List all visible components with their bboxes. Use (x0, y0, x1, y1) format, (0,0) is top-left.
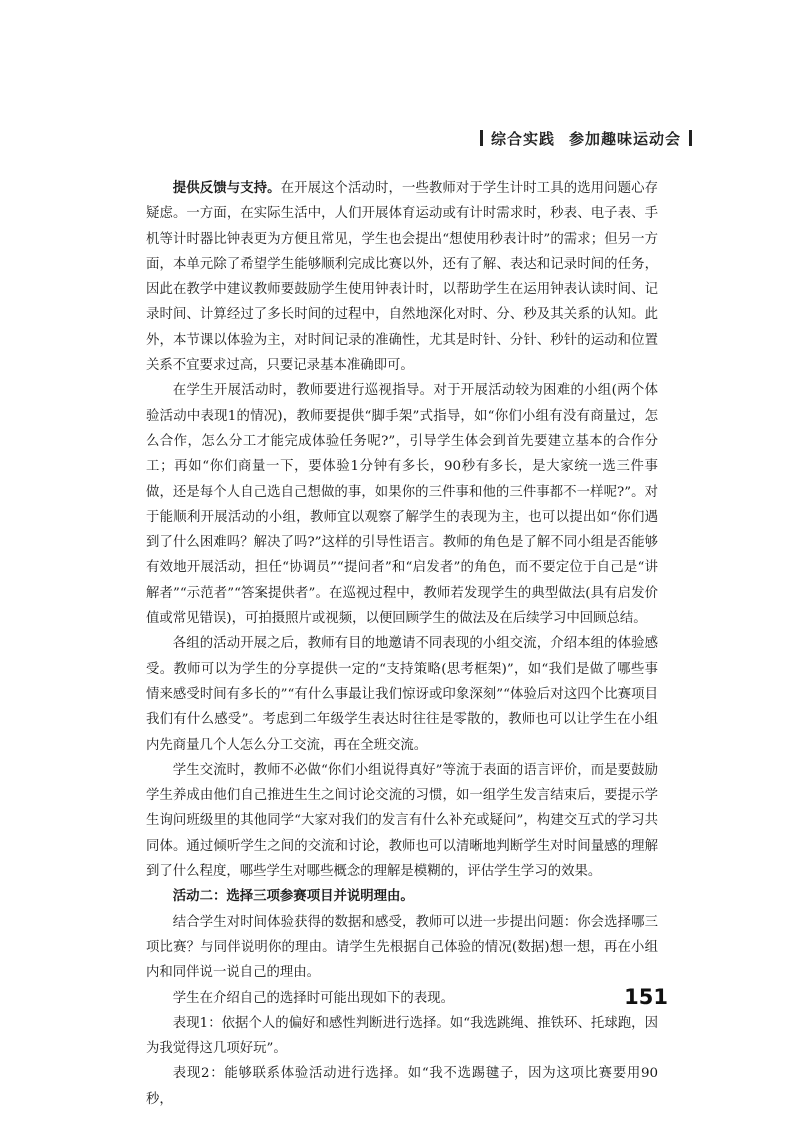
paragraph (146, 176, 658, 378)
paragraph (146, 910, 658, 986)
paragraph (146, 378, 658, 631)
header-section: 综合实践 (490, 130, 555, 148)
activity-heading (146, 884, 658, 909)
paragraph-text: 表现2：能够联系体验活动进行选择。如“我不选踢毽子，因为这项比赛要用90秒， (146, 1066, 658, 1107)
paragraph-text: 各组的活动开展之后，教师有目的地邀请不同表现的小组交流，介绍本组的体验感受。教师可以为学生的分享提供一定的“支持策略(思考框架)”，如“我们是做了哪些事情来感受时间有多长的”“有什么事最让我们惊讶或印象深刻”“体验后对这四个比赛项目我们有什么感受”。考虑到二年级学生表达时往往是零散的，教师也可以让学生在小组内先商量几个人怎么分工交流，再在全班交流。 (146, 636, 658, 753)
paragraph (146, 986, 658, 1011)
page-number: 151 (624, 985, 668, 1009)
running-header (472, 128, 700, 149)
paragraph-text: 学生交流时，教师不必做“你们小组说得真好”等流于表面的语言评价，而是要鼓励学生养成由他们自己推进生生之间讨论交流的习惯，如一组学生发言结束后，要提示学生询问班级里的其他同学“大家对我们的发言有什么补充或疑问”，构建交互式的学习共同体。通过倾听学生之间的交流和讨论，教师也可以清晰地判断学生对时间量感的理解到了什么程度，哪些学生对哪些概念的理解是模糊的，评估学生学习的效果。 (146, 762, 658, 880)
header-title: 参加趣味运动会 (568, 130, 681, 148)
paragraph-text: 在开展这个活动时，一些教师对于学生计时工具的选用问题心存疑虑。一方面，在实际生活中，人们开展体育运动或有计时需求时，秒表、电子表、手机等计时器比钟表更为方便且常见，学生也会提出“想使用秒表计时”的需求；但另一方面，本单元除了希望学生能够顺利完成比赛以外，还有了解、表达和记录时间的任务，因此在教学中建议教师要鼓励学生使用钟表计时，以帮助学生在运用钟表认读时间、记录时间、计算经过了多长时间的过程中，自然地深化对时、分、秒及其关系的认知。此外，本节课以体验为主，对时间记录的准确性，尤其是时针、分针、秒针的运动和位置关系不宜要求过高，只要记录基本准确即可。 (146, 181, 658, 374)
activity-heading-text: 活动二：选择三项参赛项目并说明理由。 (172, 888, 414, 905)
paragraph-text: 学生在介绍自己的选择时可能出现如下的表现。 (172, 990, 454, 1006)
header-left-bar (480, 130, 483, 146)
header-right-bar (689, 130, 692, 146)
body-text (146, 176, 658, 1112)
paragraph (146, 1011, 658, 1062)
paragraph (146, 758, 658, 884)
paragraph (146, 1061, 658, 1112)
paragraph-text: 结合学生对时间体验获得的数据和感受，教师可以进一步提出问题：你会选择哪三项比赛？与同伴说明你的理由。请学生先根据自己体验的情况(数据)想一想，再在小组内和同伴说一说自己的理由。 (146, 914, 658, 981)
paragraph (146, 631, 658, 757)
paragraph-text: 在学生开展活动时，教师要进行巡视指导。对于开展活动较为困难的小组(两个体验活动中表现1的情况)，教师要提供“脚手架”式指导，如“你们小组有没有商量过，怎么合作，怎么分工才能完成体验任务呢?”，引导学生体会到首先要建立基本的合作分工；再如“你们商量一下，要体验1分钟有多长，90秒有多长，是大家统一选三件事做，还是每个人自己选自己想做的事，如果你的三件事和他的三件事都不一样呢?”。对于能顺利开展活动的小组，教师宜以观察了解学生的表现为主，也可以提出如“你们遇到了什么困难吗？解决了吗?”这样的引导性语言。教师的角色是了解不同小组是否能够有效地开展活动，担任“协调员”“提问者”和“启发者”的角色，而不要定位于自己是“讲解者”“示范者”“答案提供者”。在巡视过程中，教师若发现学生的典型做法(具有启发价值或常见错误)，可拍摄照片或视频，以便回顾学生的做法及在后续学习中回顾总结。 (146, 383, 658, 627)
paragraph-lead: 提供反馈与支持。 (172, 180, 281, 196)
paragraph-text: 表现1：依据个人的偏好和感性判断进行选择。如“我选跳绳、推铁环、托球跑，因为我觉得这几项好玩”。 (146, 1015, 658, 1057)
